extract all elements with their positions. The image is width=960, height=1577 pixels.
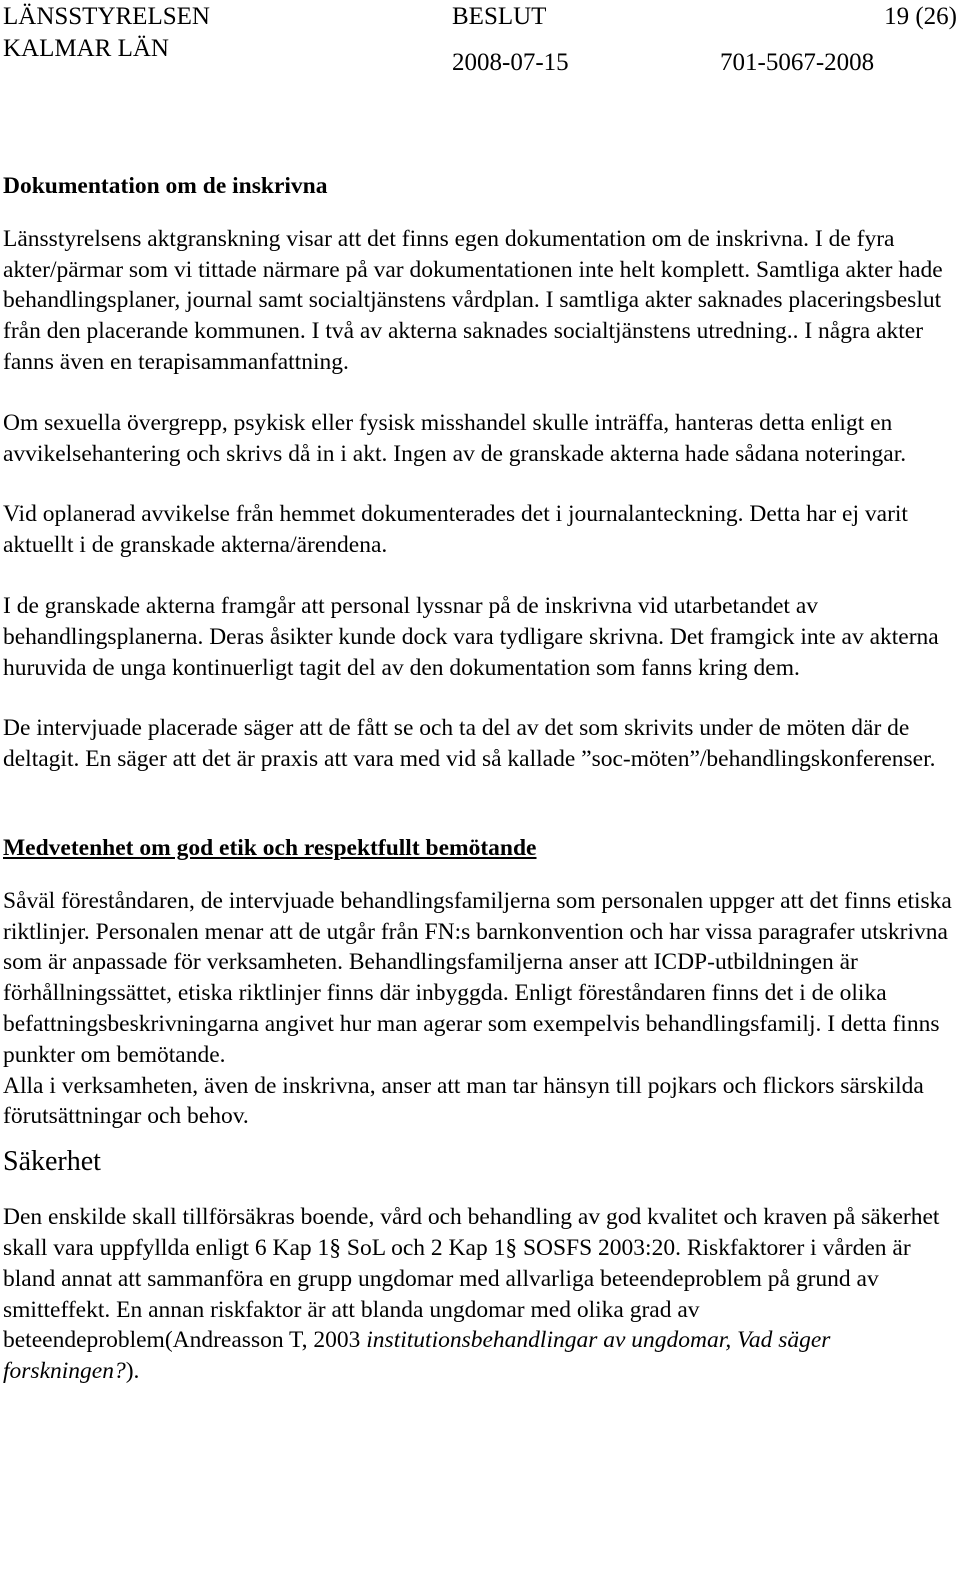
document-date: 2008-07-15: [452, 49, 569, 76]
heading-sakerhet: Säkerhet: [3, 1146, 101, 1178]
paragraph-text: Den enskilde skall tillförsäkras boende, vård och behandling av god kvalitet och kraven på säkerhet skall vara uppfyllda enligt 6 Kap 1§ SoL och 2 Kap 1§ SOSFS 2003:20. Riskfaktorer i vården är bland annat att sammanföra en grupp ungdomar med allvarliga beteendeproblem på grund av smitteffekt. En annan riskfaktor är att blanda ungdomar med olika grad av beteendeproblem(Andreasson T, 2003: [3, 1204, 940, 1354]
page-header: [3, 0, 957, 80]
document-body: [3, 171, 953, 1387]
heading-dokumentation: Dokumentation om de inskrivna: [3, 173, 328, 199]
registration-number: 701-5067-2008: [720, 49, 875, 76]
org-name: LÄNSSTYRELSEN: [3, 3, 210, 30]
page-number: 19 (26): [884, 3, 957, 30]
paragraph-end: ).: [125, 1358, 140, 1385]
paragraph: I de granskade akterna framgår att personal lyssnar på de inskrivna vid utarbetandet av behandlingsplanerna. Deras åsikter kunde dock vara tydligare skrivna. Det framgick inte av akterna huruvida de unga kontinuerligt tagit del av den dokumentation som fanns kring dem.: [3, 592, 939, 681]
paragraph: [3, 1202, 953, 1387]
paragraph: Vid oplanerad avvikelse från hemmet dokumenterades det i journalanteckning. Detta har ej varit aktuellt i de granskade akterna/ärendena.: [3, 501, 908, 559]
paragraph: Alla i verksamheten, även de inskrivna, anser att man tar hänsyn till pojkars och flickors särskilda förutsättningar och behov.: [3, 1072, 924, 1130]
document-type: BESLUT: [452, 3, 547, 30]
paragraph: Såväl föreståndaren, de intervjuade behandlingsfamiljerna som personalen uppger att det finns etiska riktlinjer. Personalen menar att de utgår från FN:s barnkonvention och har vissa paragrafer utskrivna som är anpassade för verksamheten. Behandlingsfamiljerna anser att ICDP-utbildningen är förhållningssättet, etiska riktlinjer finns där inbyggda. Enligt föreståndaren finns det i de olika befattningsbeskrivningarna angivet hur man agerar som exempelvis behandlingsfamilj. I detta finns punkter om bemötande.: [3, 887, 952, 1068]
paragraph: De intervjuade placerade säger att de fått se och ta del av det som skrivits under de möten där de deltagit. En säger att det är praxis att vara med vid så kallade ”soc-möten”/behandlingskonferenser.: [3, 715, 936, 773]
paragraph: Länsstyrelsens aktgranskning visar att det finns egen dokumentation om de inskrivna. I de fyra akter/pärmar som vi tittade närmare på var dokumentationen inte helt komplett. Samtliga akter hade behandlingsplaner, journal samt socialtjänstens vårdplan. I samtliga akter saknades placeringsbeslut från den placerande kommunen. I två av akterna saknades socialtjänstens utredning.. I några akter fanns även en terapisammanfattning.: [3, 225, 943, 375]
reference-title: institutionsbehandlingar av ungdomar, Vad säger forskningen?: [3, 1327, 831, 1385]
heading-etik: Medvetenhet om god etik och respektfullt bemötande: [3, 834, 537, 861]
paragraph: Om sexuella övergrepp, psykisk eller fysisk misshandel skulle inträffa, hanteras detta enligt en avvikelsehantering och skrivs då in i akt. Ingen av de granskade akterna hade sådana noteringar.: [3, 409, 907, 467]
org-county: KALMAR LÄN: [3, 35, 169, 62]
